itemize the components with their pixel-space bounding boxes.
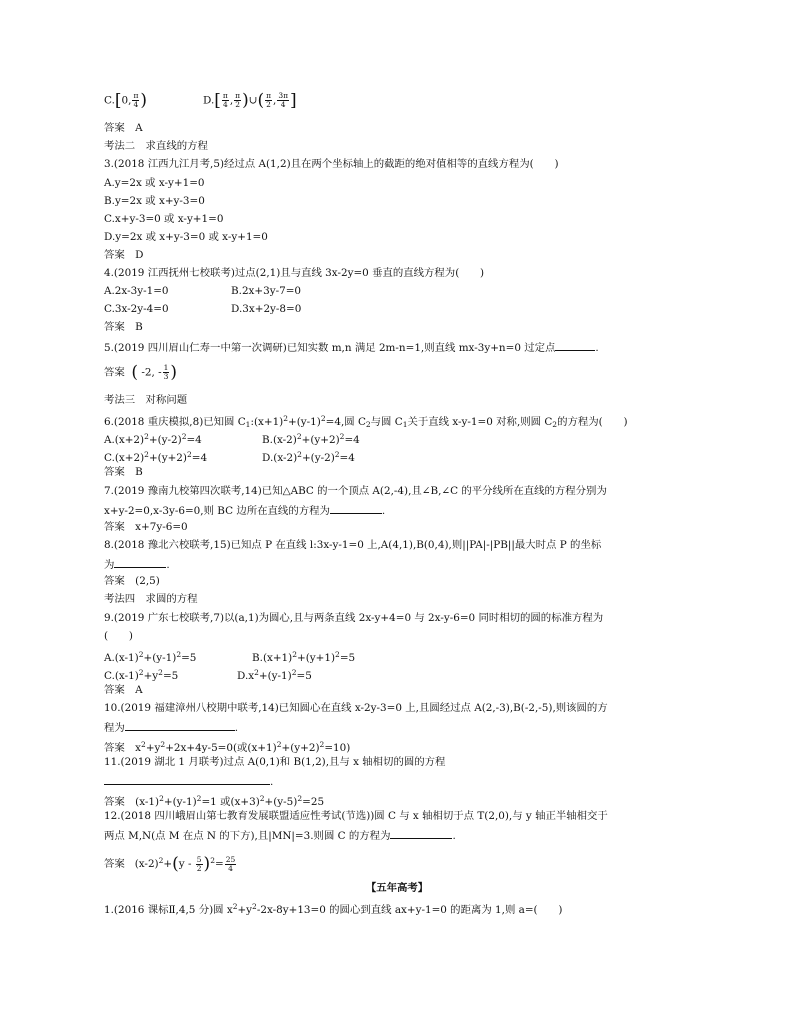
question-text: 5.(2019 四川眉山仁寿一中第一次调研)已知实数 m,n 满足 2m-n=1,则直线 mx-3y+n=0 过定点 bbox=[104, 342, 556, 354]
question-11-cont bbox=[104, 774, 273, 789]
bracket: [ bbox=[214, 90, 221, 111]
numerator: π bbox=[133, 91, 139, 100]
math-text: =25 bbox=[302, 796, 325, 808]
answer: 答案 B bbox=[104, 321, 143, 333]
option-b: B.y=2x 或 x+y-3=0 bbox=[104, 195, 205, 207]
punctuation: . bbox=[234, 722, 239, 734]
superscript: 2 bbox=[159, 794, 164, 803]
answer bbox=[104, 854, 237, 873]
question-5 bbox=[104, 340, 599, 355]
math-text: +(y-1) bbox=[163, 796, 197, 808]
question-text: 程为 bbox=[104, 722, 125, 734]
question-12: 12.(2018 四川峨眉山第七教育发展联盟适应性考试(节选))圆 C 与 x 轴相切于点 T(2,0),与 y 轴正半轴相交于 bbox=[104, 810, 608, 822]
answer: 答案 A bbox=[104, 684, 143, 696]
math-text: =5 bbox=[339, 652, 356, 664]
superscript: 2 bbox=[319, 740, 325, 749]
math-text: +(y-1) bbox=[258, 670, 292, 682]
denominator: 2 bbox=[266, 100, 271, 109]
math-text: =4,圆 C bbox=[325, 416, 366, 428]
math-text: +(y+2) bbox=[148, 452, 187, 464]
math-text: =10) bbox=[324, 742, 351, 754]
math-text: +(y+2) bbox=[301, 434, 340, 446]
superscript: 2 bbox=[283, 414, 289, 423]
math-text: B.(x-2) bbox=[262, 434, 297, 446]
bracket: ] bbox=[290, 90, 297, 111]
superscript: 2 bbox=[141, 740, 146, 749]
superscript: 2 bbox=[210, 856, 215, 865]
superscript: 2 bbox=[334, 450, 340, 459]
denominator: 2 bbox=[235, 100, 241, 109]
question-1 bbox=[104, 900, 562, 917]
math-text: +(y+2) bbox=[281, 742, 320, 754]
punctuation: . bbox=[381, 505, 386, 517]
math-text: +y bbox=[237, 904, 253, 916]
numerator: π bbox=[266, 91, 272, 100]
fraction bbox=[196, 856, 203, 873]
option-c bbox=[104, 666, 178, 683]
option-b: B.2x+3y-7=0 bbox=[231, 285, 302, 297]
math-text: 1.(2016 课标Ⅱ,4,5 分)圆 x bbox=[104, 904, 233, 916]
math-text: 的方程为( ) bbox=[557, 416, 628, 428]
bracket: ) bbox=[242, 90, 249, 111]
option-b bbox=[262, 430, 360, 447]
math-text: =5 bbox=[181, 652, 197, 664]
superscript: 2 bbox=[291, 668, 297, 677]
question-9-cont: ( ) bbox=[104, 630, 133, 642]
question-text: 两点 M,N(点 M 在点 N 的下方),且|MN|=3.则圆 C 的方程为 bbox=[104, 830, 391, 842]
superscript: 2 bbox=[254, 668, 259, 677]
question-text: x+y-2=0,x-3y-6=0,则 BC 边所在直线的方程为 bbox=[104, 505, 330, 517]
answer-blank bbox=[104, 774, 270, 785]
answer: 答案 (2,5) bbox=[104, 575, 160, 587]
math-text: , bbox=[229, 94, 234, 107]
option-c: C.x+y-3=0 或 x-y+1=0 bbox=[104, 213, 224, 225]
bracket: [ bbox=[114, 90, 122, 111]
superscript: 2 bbox=[297, 450, 302, 459]
denominator: 4 bbox=[222, 100, 228, 109]
math-text: D.(x-2) bbox=[262, 452, 298, 464]
option-a bbox=[104, 430, 202, 447]
math-text: +(y+1) bbox=[297, 652, 336, 664]
math-text: B.(x+1) bbox=[252, 652, 293, 664]
fraction bbox=[265, 92, 272, 109]
math-text: +(y-1) bbox=[143, 652, 177, 664]
superscript: 2 bbox=[138, 668, 144, 677]
numerator: 5 bbox=[196, 854, 202, 864]
subscript: 2 bbox=[552, 420, 558, 429]
question-8: 8.(2018 豫北六校联考,15)已知点 P 在直线 l:3x-y-1=0 上,A(4,1),B(0,4),则||PA|-|PB||最大时点 P 的坐标 bbox=[104, 539, 602, 551]
math-text: 0, bbox=[121, 94, 132, 107]
math-text: =5 bbox=[296, 670, 312, 682]
question-10-cont bbox=[104, 720, 238, 735]
denominator: 4 bbox=[280, 100, 286, 109]
bracket: ) bbox=[203, 854, 211, 874]
numerator: π bbox=[235, 91, 241, 100]
math-text: =4 bbox=[186, 434, 202, 446]
answer bbox=[104, 792, 324, 809]
punctuation: . bbox=[270, 776, 274, 788]
math-text: 答案 x bbox=[104, 742, 142, 754]
answer-label: 答案 bbox=[104, 858, 125, 870]
fraction bbox=[163, 364, 170, 381]
subscript: 1 bbox=[245, 420, 251, 429]
option-d bbox=[237, 666, 312, 683]
math-text: C.(x+2) bbox=[104, 452, 145, 464]
numerator: 1 bbox=[163, 363, 169, 372]
denominator: 4 bbox=[228, 863, 233, 873]
superscript: 2 bbox=[252, 902, 257, 911]
fraction bbox=[234, 92, 241, 109]
math-text: = bbox=[214, 858, 224, 870]
question-7-cont bbox=[104, 503, 385, 518]
question-4: 4.(2019 江西抚州七校联考)过点(2,1)且与直线 3x-2y=0 垂直的直线方程为( ) bbox=[104, 267, 485, 279]
denominator: 2 bbox=[196, 863, 202, 873]
math-text: -2x-8y+13=0 的圆心到直线 ax+y-1=0 的距离为 1,则 a=( ) bbox=[256, 904, 563, 916]
fraction bbox=[222, 92, 229, 109]
option-d: D.3x+2y-8=0 bbox=[231, 303, 302, 315]
section-heading: 考法三 对称问题 bbox=[104, 394, 188, 406]
math-text: 关于直线 x-y-1=0 对称,则圆 C bbox=[407, 416, 553, 428]
math-text: =1 或(x+3) bbox=[201, 796, 260, 808]
answer: 答案 A bbox=[104, 122, 143, 134]
question-7: 7.(2019 豫南九校第四次联考,14)已知△ABC 的一个顶点 A(2,-4),且∠B,∠C 的平分线所在直线的方程分别为 bbox=[104, 485, 607, 497]
numerator: 3π bbox=[278, 91, 289, 100]
answer-blank bbox=[330, 503, 382, 514]
option-c bbox=[104, 448, 207, 465]
option-d: D.y=2x 或 x+y-3=0 或 x-y+1=0 bbox=[104, 231, 268, 243]
answer: 答案 D bbox=[104, 249, 144, 261]
section-title: 【五年高考】 bbox=[365, 882, 429, 894]
option-c bbox=[104, 92, 147, 109]
math-text: +(y-2) bbox=[148, 434, 182, 446]
math-text: +2x+4y-5=0(或(x+1) bbox=[165, 742, 277, 754]
math-text: =5 bbox=[162, 670, 179, 682]
option-c: C.3x-2y-4=0 bbox=[104, 303, 169, 315]
math-text: :(x+1) bbox=[250, 416, 284, 428]
math-text: +(y-2) bbox=[301, 452, 335, 464]
fraction bbox=[132, 92, 139, 109]
fraction bbox=[225, 856, 237, 873]
punctuation: . bbox=[452, 830, 456, 842]
bracket: ) bbox=[140, 90, 148, 111]
section-heading: 考法二 求直线的方程 bbox=[104, 140, 208, 152]
superscript: 2 bbox=[186, 450, 192, 459]
math-text: y - bbox=[178, 858, 192, 870]
punctuation: . bbox=[166, 559, 170, 571]
math-text: + bbox=[163, 858, 173, 870]
superscript: 2 bbox=[196, 794, 202, 803]
superscript: 2 bbox=[144, 450, 149, 459]
subscript: 1 bbox=[402, 420, 408, 429]
superscript: 2 bbox=[232, 902, 238, 911]
superscript: 2 bbox=[292, 650, 298, 659]
math-text: +y bbox=[143, 670, 159, 682]
math-text: -2, - bbox=[141, 366, 162, 379]
math-text: +(y-1) bbox=[288, 416, 321, 428]
math-text: 与圆 C bbox=[370, 416, 403, 428]
numerator: 25 bbox=[225, 854, 236, 864]
math-text: =4 bbox=[339, 452, 355, 464]
numerator: π bbox=[222, 91, 228, 100]
bracket: ( bbox=[172, 854, 179, 874]
answer bbox=[104, 738, 350, 755]
option-label: D. bbox=[203, 94, 215, 107]
fraction bbox=[277, 92, 289, 109]
question-3: 3.(2018 江西九江月考,5)经过点 A(1,2)且在两个坐标轴上的截距的绝对值相等的直线方程为( ) bbox=[104, 158, 559, 170]
question-10: 10.(2019 福建漳州八校期中联考,14)已知圆心在直线 x-2y-3=0 上,且圆经过点 A(2,-3),B(-2,-5),则该圆的方 bbox=[104, 702, 608, 714]
question-11: 11.(2019 湖北 1 月联考)过点 A(0,1)和 B(1,2),且与 x 轴相切的圆的方程 bbox=[104, 756, 446, 768]
option-label: C. bbox=[104, 94, 115, 107]
superscript: 2 bbox=[320, 414, 326, 423]
math-text: D.x bbox=[237, 670, 255, 682]
superscript: 2 bbox=[259, 794, 265, 803]
option-a: A.y=2x 或 x-y+1=0 bbox=[104, 177, 205, 189]
superscript: 2 bbox=[138, 650, 144, 659]
math-text: , bbox=[273, 94, 277, 107]
superscript: 2 bbox=[181, 432, 187, 441]
math-text: C.(x-1) bbox=[104, 670, 139, 682]
superscript: 2 bbox=[144, 432, 149, 441]
option-a: A.2x-3y-1=0 bbox=[104, 285, 169, 297]
denominator: 4 bbox=[133, 100, 139, 109]
bracket: ( bbox=[131, 362, 139, 383]
superscript: 2 bbox=[176, 650, 182, 659]
answer-label: 答案 bbox=[104, 366, 125, 379]
superscript: 2 bbox=[276, 740, 282, 749]
answer-blank bbox=[555, 340, 595, 351]
math-text: =4 bbox=[344, 434, 360, 446]
option-d bbox=[203, 92, 297, 109]
answer-blank bbox=[114, 557, 166, 568]
answer: 答案 B bbox=[104, 466, 143, 478]
answer-blank bbox=[125, 720, 235, 731]
superscript: 2 bbox=[297, 794, 303, 803]
question-6 bbox=[104, 412, 628, 431]
math-text: A.(x-1) bbox=[104, 652, 139, 664]
question-9: 9.(2019 广东七校联考,7)以(a,1)为圆心,且与两条直线 2x-y+4=0 与 2x-y-6=0 同时相切的圆的标准方程为 bbox=[104, 612, 604, 624]
answer bbox=[104, 364, 177, 381]
answer-blank bbox=[390, 828, 452, 839]
answer: 答案 x+7y-6=0 bbox=[104, 521, 188, 533]
math-text: +y bbox=[145, 742, 161, 754]
denominator: 3 bbox=[163, 372, 169, 381]
math-text: =4 bbox=[191, 452, 208, 464]
question-8-cont bbox=[104, 557, 170, 572]
math-text: +(y-5) bbox=[264, 796, 298, 808]
option-a bbox=[104, 648, 196, 665]
superscript: 2 bbox=[335, 650, 340, 659]
section-heading: 考法四 求圆的方程 bbox=[104, 593, 198, 605]
math-text: A.(x+2) bbox=[104, 434, 145, 446]
superscript: 2 bbox=[339, 432, 345, 441]
math-text: ∪ bbox=[248, 94, 258, 107]
punctuation: . bbox=[595, 342, 599, 354]
superscript: 2 bbox=[158, 668, 163, 677]
math-text: 答案 (x-1) bbox=[104, 796, 160, 808]
bracket: ( bbox=[257, 90, 265, 111]
superscript: 2 bbox=[160, 740, 166, 749]
option-b bbox=[252, 648, 355, 665]
bracket: ) bbox=[170, 362, 178, 383]
superscript: 2 bbox=[296, 432, 302, 441]
superscript: 2 bbox=[158, 856, 164, 865]
subscript: 2 bbox=[365, 420, 371, 429]
question-12-cont bbox=[104, 828, 456, 843]
question-text: 为 bbox=[104, 559, 115, 571]
math-text: (x-2) bbox=[134, 858, 159, 870]
option-d bbox=[262, 448, 355, 465]
math-text: 6.(2018 重庆模拟,8)已知圆 C bbox=[104, 416, 246, 428]
